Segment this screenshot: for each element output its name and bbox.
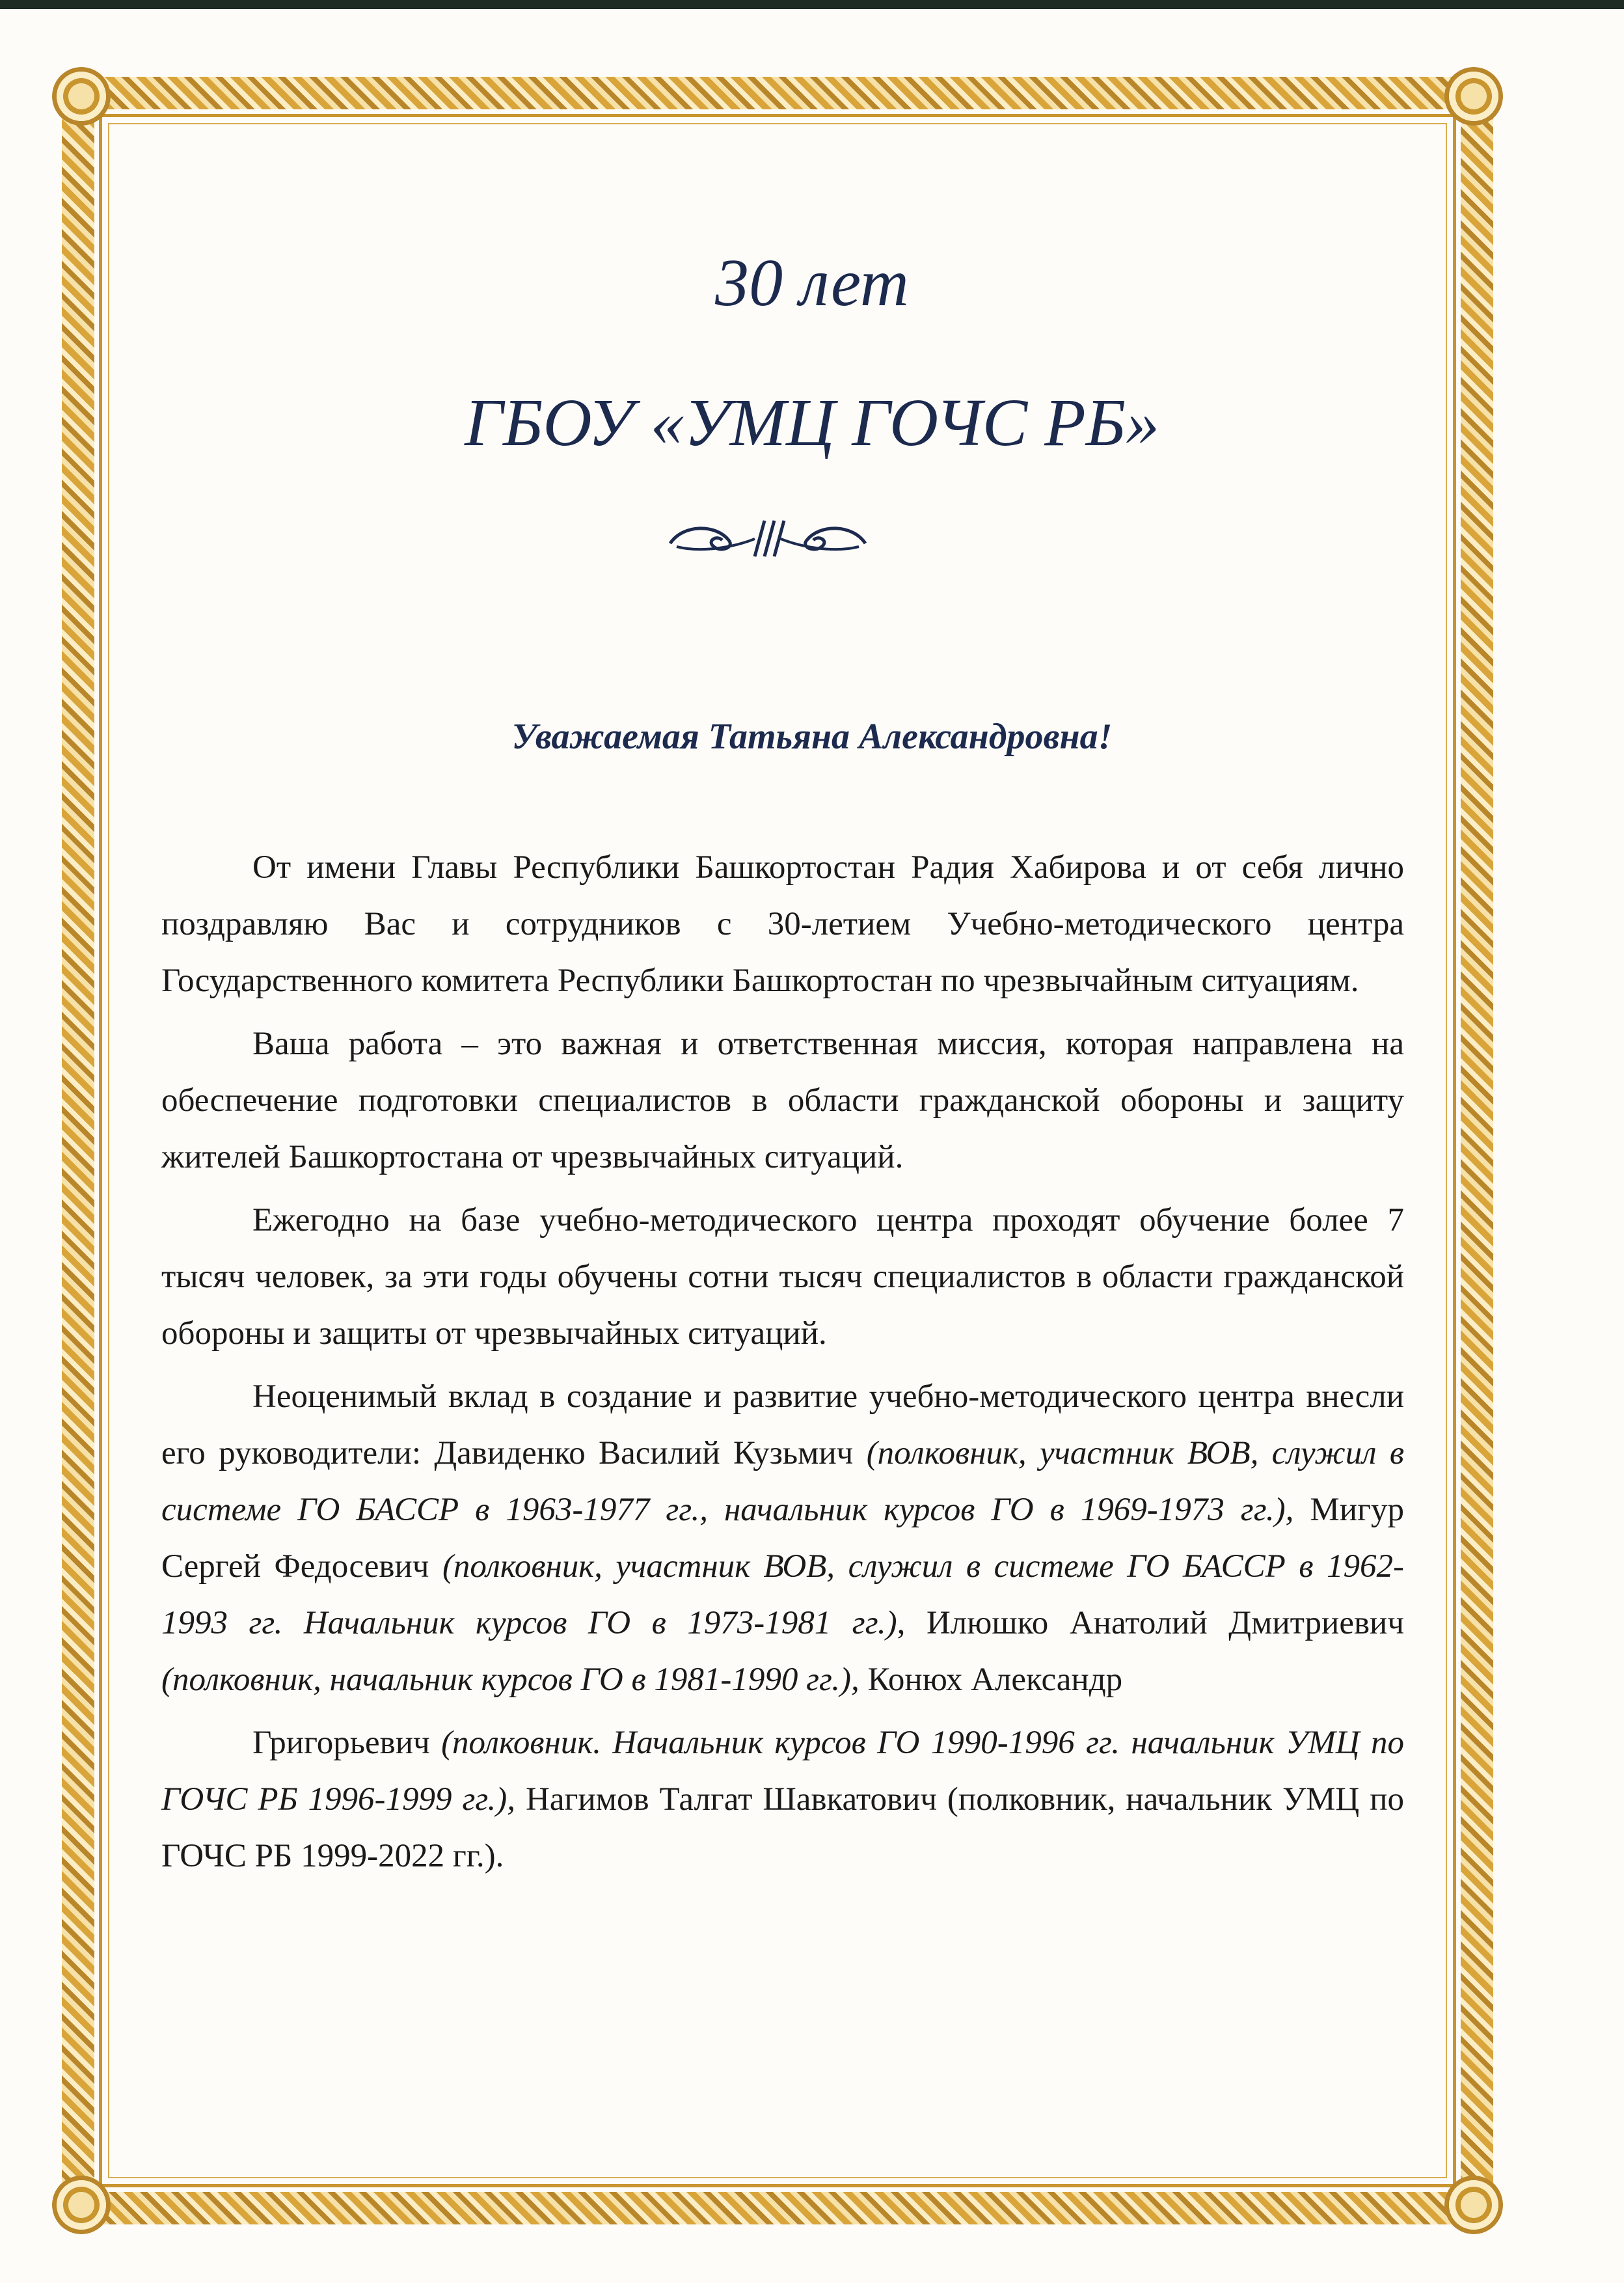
ilyushko-name: , Илюшко Анатолий Дмитриевич — [897, 1605, 1404, 1641]
migur-note: (полковник, участник ВОВ, служил в системе ГО БАССР в 1962-1993 гг. Начальник курсов ГО в 1973-1981 гг.) — [161, 1548, 1405, 1641]
paragraph-leaders — [161, 1369, 1404, 1708]
ilyushko-note: (полковник, начальник курсов ГО в 1981-1990 гг.), — [161, 1661, 859, 1698]
leaders-intro: Неоценимый вклад в создание и развитие учебно-методического центра внесли его руководители: Давиденко Василий Кузьмич — [161, 1378, 1404, 1471]
title-years: 30 лет — [715, 245, 909, 320]
greeting: Уважаемая Татьяна Александровна! — [511, 717, 1113, 757]
paragraph-leaders-continued — [161, 1715, 1404, 1885]
konyukh-name-continued: Григорьевич — [252, 1725, 442, 1761]
corner-ornament-top-right — [1444, 67, 1503, 126]
corner-ornament-bottom-right — [1444, 2176, 1503, 2234]
nagimov-name: Нагимов Талгат Шавкатович (полковник, начальник УМЦ по ГОЧС РБ 1999-2022 гг.). — [161, 1781, 1404, 1874]
paragraph-mission: Ваша работа – это важная и ответственная миссия, которая направлена на обеспечение подготовки специалистов в области гражданской обороны и защиту жителей Башкортостана от чрезвычайных ситуаций. — [161, 1026, 1404, 1175]
scan-top-edge — [0, 0, 1624, 9]
flourish-ornament-icon — [657, 508, 878, 566]
konyukh-name: Конюх Александр — [859, 1661, 1123, 1698]
konyukh-note: (полковник. Начальник курсов ГО 1990-1996 гг. начальник УМЦ по ГОЧС РБ 1996-1999 гг.), — [161, 1725, 1404, 1818]
title-organization: ГБОУ «УМЦ ГОЧС РБ» — [464, 385, 1160, 460]
letter-body — [161, 840, 1404, 1885]
davidenko-note: (полковник, участник ВОВ, служил в системе ГО БАССР в 1963-1977 гг., начальник курсов ГО в 1969-1973 гг.), — [161, 1435, 1404, 1528]
corner-ornament-bottom-left — [52, 2176, 111, 2234]
corner-ornament-top-left — [52, 67, 111, 126]
paragraph-statistics: Ежегодно на базе учебно-методического центра проходят обучение более 7 тысяч человек, за эти годы обучены сотни тысяч специалистов в области гражданской обороны и защиты от чрезвычайных ситуаций. — [161, 1202, 1404, 1352]
migur-name: Мигур Сергей Федосевич — [161, 1492, 1404, 1585]
paragraph-congratulation: От имени Главы Республики Башкортостан Радия Хабирова и от себя лично поздравляю Вас и сотрудников с 30-летием Учебно-методического центра Государственного комитета Республики Башкортостан по чрезвычайным ситуациям. — [161, 849, 1404, 999]
